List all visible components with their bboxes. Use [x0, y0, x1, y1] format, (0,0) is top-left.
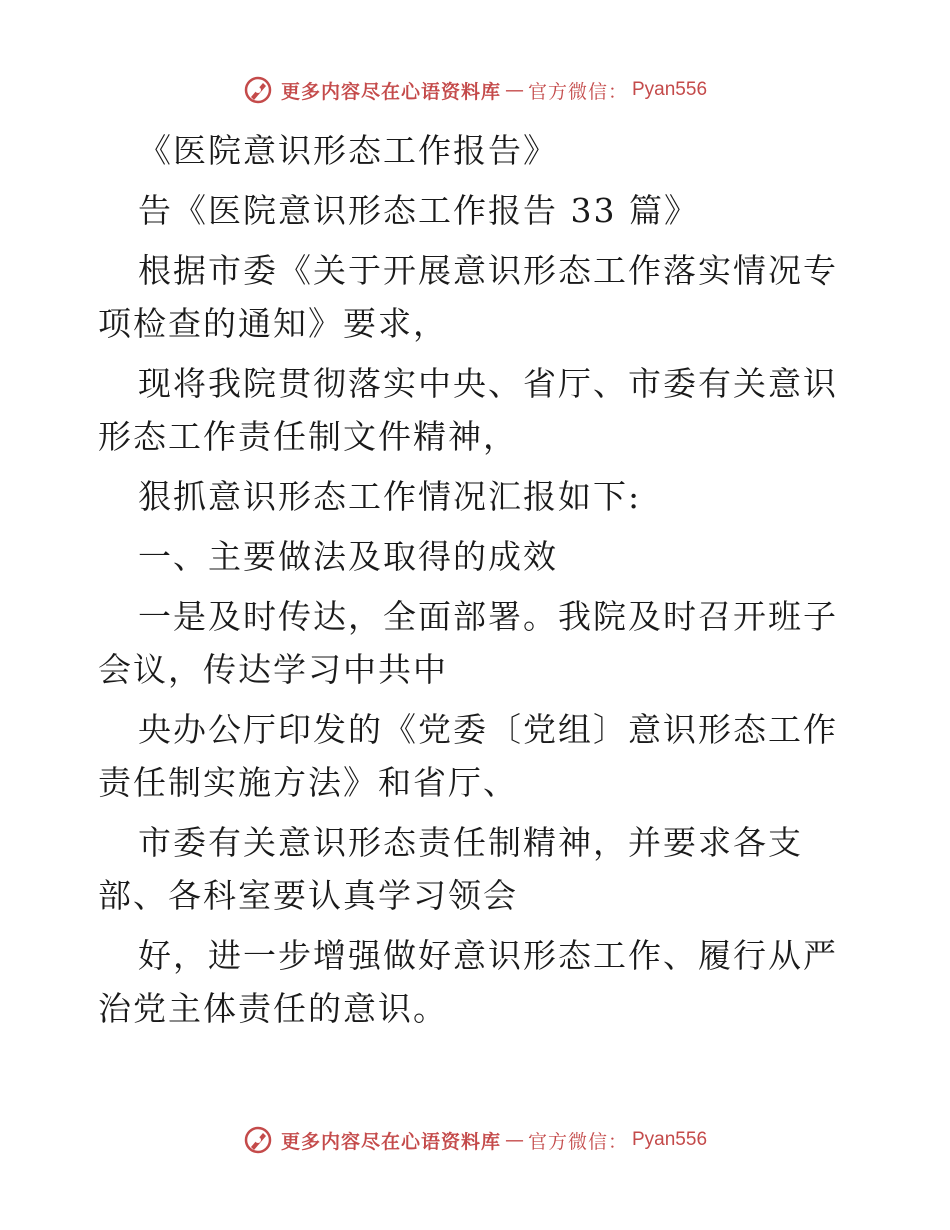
paragraph: 好，进一步增强做好意识形态工作、履行从严治党主体责任的意识。 — [98, 936, 838, 1028]
paragraph: 一是及时传达，全面部署。我院及时召开班子会议，传达学习中共中 — [98, 597, 838, 689]
doc-subtitle: 告《医院意识形态工作报告 33 篇》 — [138, 191, 699, 230]
wechat-label: 官方微信： — [527, 80, 628, 103]
paragraph: 市委有关意识形态责任制精神，并要求各支部、各科室要认真学习领会 — [98, 823, 803, 915]
footer-watermark-banner — [0, 1120, 950, 1160]
wechat-label: 官方微信： — [527, 1130, 628, 1153]
paragraph: 现将我院贯彻落实中央、省厅、市委有关意识形态工作责任制文件精神， — [98, 364, 838, 456]
pen-logo-icon — [243, 75, 273, 105]
paragraph: 根据市委《关于开展意识形态工作落实情况专项检查的通知》要求， — [98, 251, 838, 343]
doc-title: 《医院意识形态工作报告》 — [138, 131, 558, 170]
library-text: 更多内容尽在心语资料库 — [280, 80, 501, 103]
pen-logo-icon — [243, 1125, 273, 1155]
wechat-id: Pyan556 — [632, 79, 708, 100]
paragraph: 央办公厅印发的《党委〔党组〕意识形态工作责任制实施方法》和省厅、 — [98, 710, 838, 802]
banner-dash: — — [504, 79, 524, 101]
wechat-id: Pyan556 — [632, 1129, 708, 1150]
section-heading: 一、主要做法及取得的成效 — [138, 537, 558, 576]
document-body — [98, 124, 858, 1042]
paragraph: 狠抓意识形态工作情况汇报如下: — [138, 477, 642, 516]
library-text: 更多内容尽在心语资料库 — [280, 1130, 501, 1153]
header-watermark-banner — [0, 70, 950, 110]
banner-dash: — — [504, 1129, 524, 1151]
